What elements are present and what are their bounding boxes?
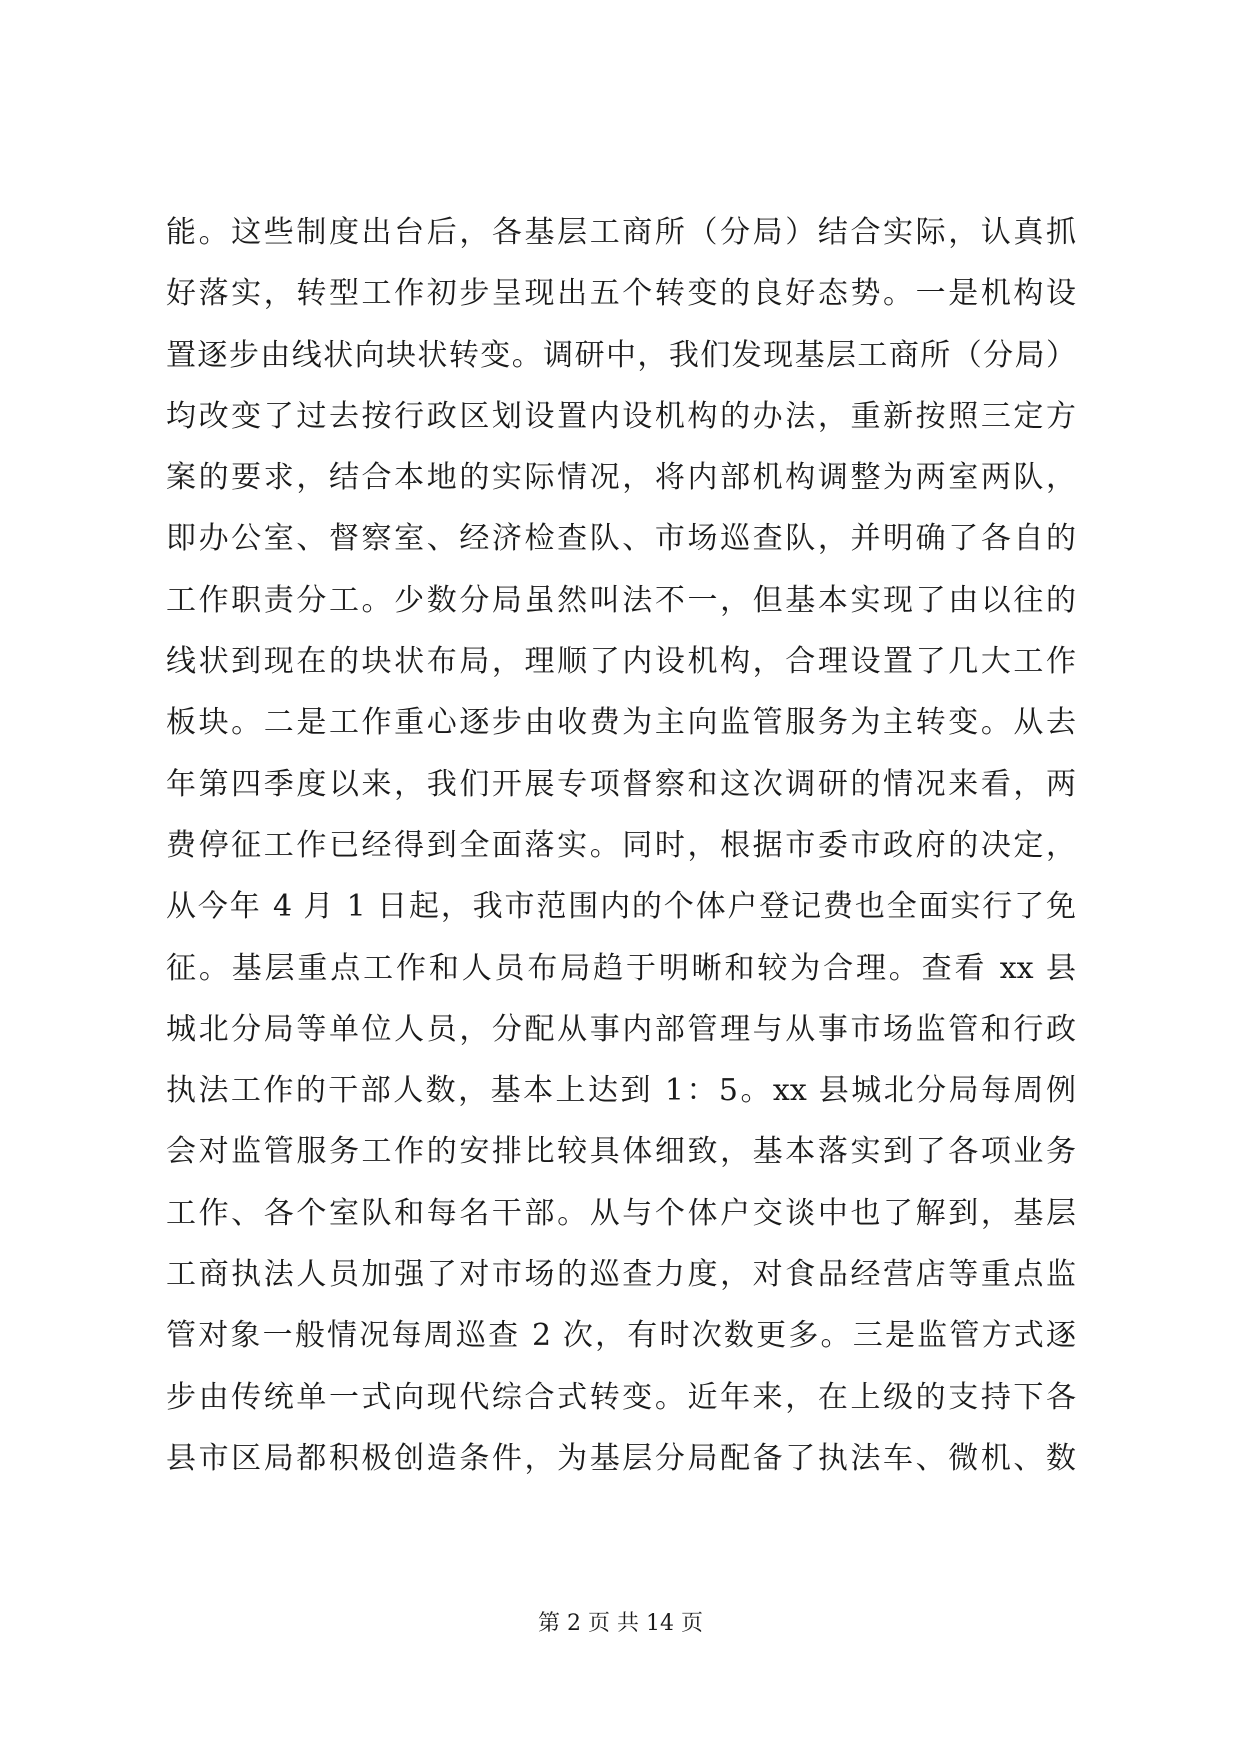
text-line: 执法工作的干部人数，基本上达到 1：5。xx 县城北分局每周例	[166, 1073, 1076, 1109]
text-line: 城北分局等单位人员，分配从事内部管理与从事市场监管和行政	[166, 1011, 1076, 1047]
text-line: 从今年 4 月 1 日起，我市范围内的个体户登记费也全面实行了免	[166, 889, 1076, 925]
text-line: 工商执法人员加强了对市场的巡查力度，对食品经营店等重点监	[166, 1257, 1076, 1293]
body-paragraph	[166, 202, 1076, 1489]
text-line: 费停征工作已经得到全面落实。同时，根据市委市政府的决定，	[166, 827, 1076, 863]
text-line: 能。这些制度出台后，各基层工商所（分局）结合实际，认真抓	[166, 215, 1076, 250]
text-line: 年第四季度以来，我们开展专项督察和这次调研的情况来看，两	[166, 766, 1076, 802]
text-line: 管对象一般情况每周巡查 2 次，有时次数更多。三是监管方式逐	[166, 1318, 1076, 1354]
page-number-footer: 第 2 页 共 14 页	[538, 1611, 703, 1636]
text-line: 征。基层重点工作和人员布局趋于明晰和较为合理。查看 xx 县	[166, 950, 1076, 986]
text-line: 会对监管服务工作的安排比较具体细致，基本落实到了各项业务	[166, 1134, 1076, 1170]
text-line: 步由传统单一式向现代综合式转变。近年来，在上级的支持下各	[166, 1379, 1076, 1415]
text-line: 置逐步由线状向块状转变。调研中，我们发现基层工商所（分局）	[166, 337, 1076, 373]
text-line: 工作、各个室队和每名干部。从与个体户交谈中也了解到，基层	[166, 1195, 1076, 1231]
text-line: 即办公室、督察室、经济检查队、市场巡查队，并明确了各自的	[166, 521, 1076, 557]
text-line: 好落实，转型工作初步呈现出五个转变的良好态势。一是机构设	[166, 276, 1076, 312]
text-line: 县市区局都积极创造条件，为基层分局配备了执法车、微机、数	[166, 1440, 1076, 1476]
text-line: 均改变了过去按行政区划设置内设机构的办法，重新按照三定方	[166, 398, 1076, 434]
text-line: 工作职责分工。少数分局虽然叫法不一，但基本实现了由以往的	[166, 582, 1076, 618]
text-line: 线状到现在的块状布局，理顺了内设机构，合理设置了几大工作	[166, 644, 1076, 680]
text-line: 案的要求，结合本地的实际情况，将内部机构调整为两室两队，	[166, 460, 1076, 496]
text-line: 板块。二是工作重心逐步由收费为主向监管服务为主转变。从去	[166, 705, 1076, 741]
